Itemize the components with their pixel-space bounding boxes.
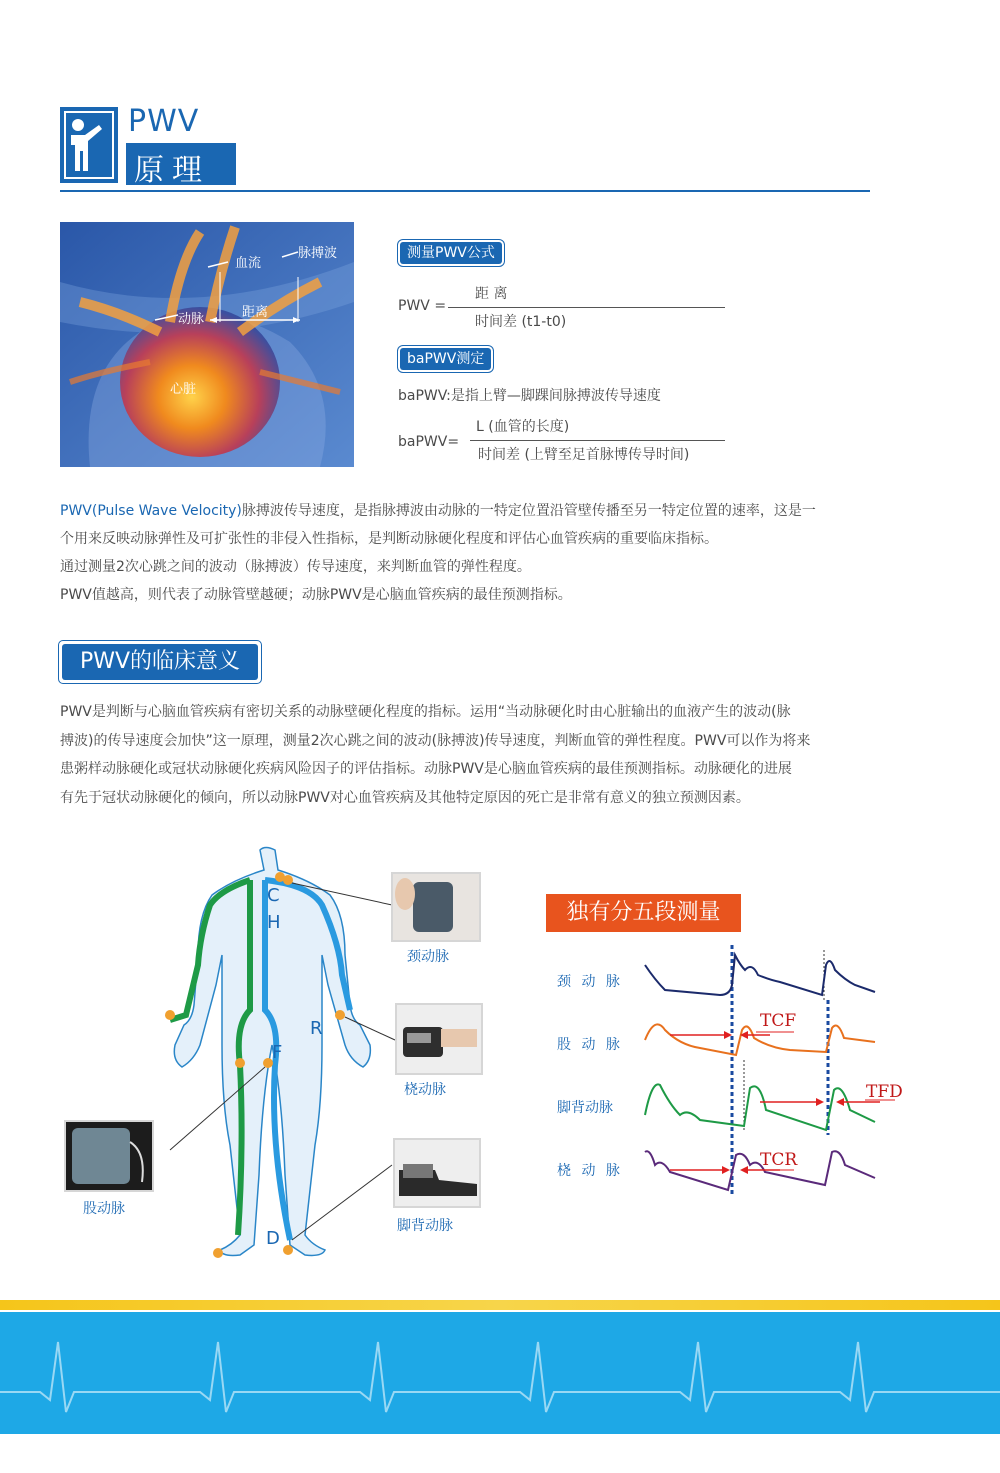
femoral-cuff-photo — [64, 1120, 154, 1192]
label-tcr: TCR — [760, 1150, 798, 1170]
intro-paragraph — [60, 497, 880, 609]
clinical-line1: PWV是判断与心脑血管疾病有密切关系的动脉壁硬化程度的指标。运用“当动脉硬化时由心脏输出的血液产生的波动(脉 — [60, 704, 791, 720]
clinical-line4: 有先于冠状动脉硬化的倾向，所以动脉PWV对心血管疾病及其他特定原因的死亡是非常有意义的独立预测因素。 — [60, 789, 750, 806]
heart-label-pulse-wave: 脉搏波 — [298, 246, 338, 261]
header-title-cn: 原理 — [134, 153, 210, 188]
intro-line1: 脉搏波传导速度，是指脉搏波由动脉的一特定位置沿管壁传播至另一特定位置的速率，这是一 — [241, 503, 816, 519]
wave-label-femoral: 股 动 脉 — [557, 1037, 623, 1053]
clinical-paragraph — [60, 698, 880, 812]
intro-line4: PWV值越高，则代表了动脉管壁越硬；动脉PWV是心脑血管疾病的最佳预测指标。 — [60, 587, 572, 603]
carotid-cuff-photo — [391, 872, 481, 942]
body-letter-h: H — [267, 912, 281, 933]
footer-blue-band — [0, 1312, 1000, 1434]
bapwv-numerator: L (血管的长度) — [476, 419, 570, 435]
heart-label-artery: 动脉 — [178, 312, 205, 327]
heart-illustration — [60, 222, 354, 467]
bapwv-lhs: baPWV= — [398, 434, 460, 450]
label-tcf: TCF — [760, 1011, 797, 1031]
wave-dorsalis — [645, 1084, 875, 1130]
body-letter-r: R — [310, 1018, 323, 1039]
dorsalis-label: 脚背动脉 — [397, 1218, 453, 1234]
clinical-section-tag — [58, 640, 262, 684]
radial-label: 桡动脉 — [404, 1082, 446, 1098]
heart-label-distance: 距离 — [242, 305, 269, 320]
pwv-fraction-line — [448, 307, 725, 308]
wave-label-carotid: 颈 动 脉 — [557, 974, 623, 990]
wave-carotid — [645, 955, 875, 995]
header-icon-box — [60, 107, 118, 183]
wave-label-radial: 桡 动 脉 — [557, 1163, 623, 1179]
presenter-icon — [64, 111, 114, 179]
formula-tag-bapwv: baPWV测定 — [400, 348, 491, 370]
femoral-label: 股动脉 — [83, 1201, 125, 1217]
clinical-line3: 患粥样动脉硬化或冠状动脉硬化疾病风险因子的评估指标。动脉PWV是心脑血管疾病的最佳预测指标。动脉硬化的进展 — [60, 761, 792, 777]
pwv-lhs: PWV = — [398, 298, 447, 314]
formula-tag-pwv: 测量PWV公式 — [400, 242, 502, 264]
bapwv-description: baPWV:是指上臂—脚踝间脉搏波传导速度 — [398, 388, 661, 404]
body-letter-c: C — [267, 885, 280, 906]
intro-line3: 通过测量2次心跳之间的波动（脉搏波）传导速度，来判断血管的弹性程度。 — [60, 559, 531, 575]
pwv-numerator: 距 离 — [475, 286, 508, 302]
header-title-cn-box — [126, 143, 236, 188]
ecg-line-decoration — [0, 1312, 1000, 1434]
header-title-en: PWV — [128, 104, 200, 139]
body-letter-d: D — [266, 1228, 280, 1249]
radial-cuff-photo — [395, 1003, 483, 1075]
intro-line2: 个用来反映动脉弹性及可扩张性的非侵入性指标，是判断动脉硬化程度和评估心血管疾病的重要临床指标。 — [60, 531, 718, 547]
clinical-section-title: PWV的临床意义 — [62, 644, 258, 680]
header-divider — [60, 190, 870, 192]
heart-label-blood-flow: 血流 — [235, 256, 262, 271]
pwv-denominator: 时间差 (t1-t0) — [475, 314, 567, 330]
wave-label-dorsalis: 脚背动脉 — [557, 1100, 613, 1116]
body-letter-f: F — [272, 1042, 283, 1063]
footer-yellow-band — [0, 1300, 1000, 1310]
heart-label-heart: 心脏 — [170, 382, 197, 397]
waveform-title: 独有分五段测量 — [546, 894, 741, 932]
intro-highlight: PWV(Pulse Wave Velocity) — [60, 503, 242, 519]
dorsalis-cuff-photo — [393, 1138, 481, 1208]
bapwv-fraction-line — [470, 440, 725, 441]
label-tfd: TFD — [866, 1082, 903, 1102]
bapwv-denominator: 时间差 (上臂至足首脉博传导时间) — [478, 447, 690, 463]
carotid-label: 颈动脉 — [407, 949, 449, 965]
clinical-line2: 搏波)的传导速度会加快”这一原理，测量2次心跳之间的波动(脉搏波)传导速度，判断血管的弹性程度。PWV可以作为将来 — [60, 732, 811, 749]
